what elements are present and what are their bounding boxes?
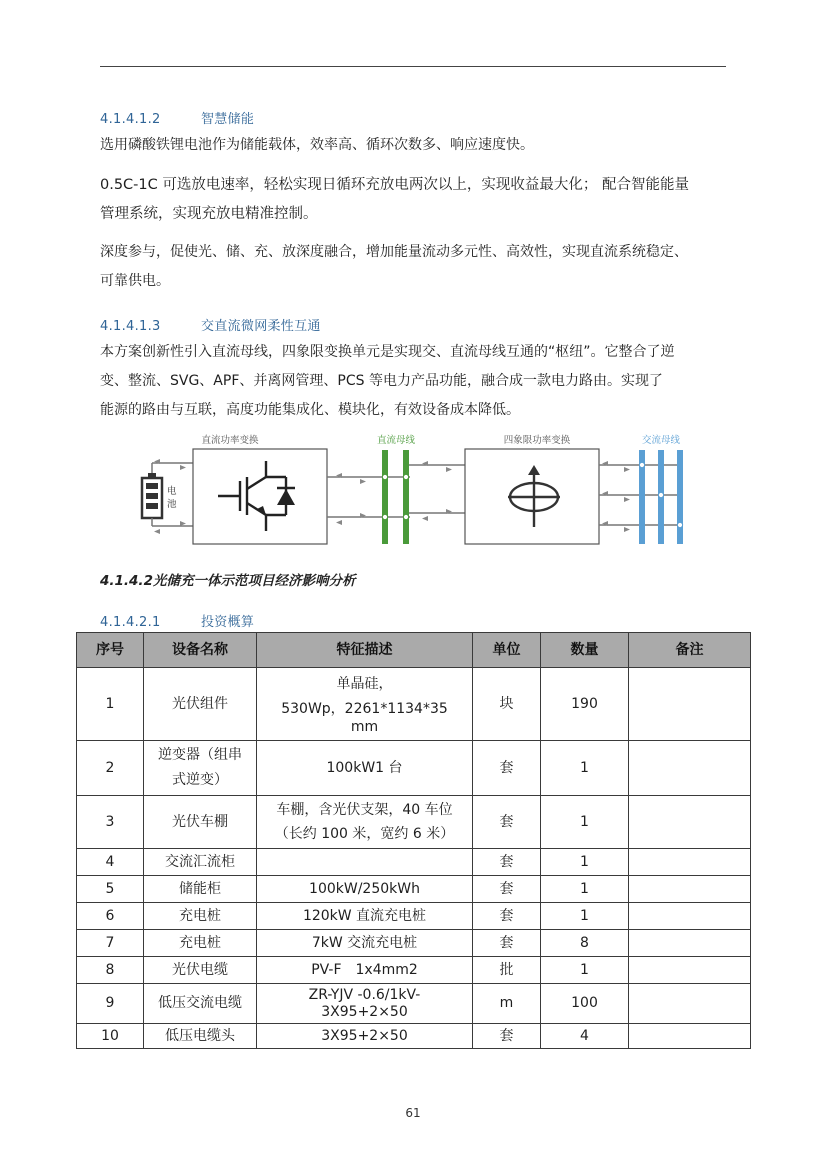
paragraph-4 [100, 338, 740, 425]
cell-note [629, 876, 751, 903]
table-row [77, 957, 751, 984]
cell-unit: 套 [473, 1024, 541, 1049]
table-row [77, 741, 751, 796]
cell-name: 光伏车棚 [144, 796, 257, 849]
paragraph-line: 能源的路由与互联，高度功能集成化、模块化，有效设备成本降低。 [100, 402, 520, 418]
cell-note [629, 1024, 751, 1049]
table-row [77, 796, 751, 849]
cell-name: 交流汇流柜 [144, 849, 257, 876]
cell-note [629, 903, 751, 930]
cell-note [629, 796, 751, 849]
table-row [77, 903, 751, 930]
cell-desc: 100kW1 台 [257, 741, 473, 796]
cell-qty: 1 [541, 741, 629, 796]
battery-icon [142, 473, 162, 518]
table-row [77, 1024, 751, 1049]
cell-unit: m [473, 984, 541, 1024]
header-no: 序号 [77, 633, 144, 668]
dc-converter-label: 直流功率变换 [201, 435, 259, 446]
section-number: 4.1.4.2.1 [100, 615, 161, 630]
cell-note [629, 984, 751, 1024]
microgrid-diagram [120, 425, 700, 550]
cell-name: 充电桩 [144, 930, 257, 957]
cell-desc: 100kW/250kWh [257, 876, 473, 903]
cell-qty: 4 [541, 1024, 629, 1049]
cell-name: 低压交流电缆 [144, 984, 257, 1024]
cell-desc-line: 单晶硅， [336, 675, 393, 692]
cell-name: 光伏组件 [144, 668, 257, 741]
cell-unit: 批 [473, 957, 541, 984]
dc-bus-bar [403, 450, 409, 544]
battery-label-char-1: 电 [167, 486, 177, 497]
paragraph-2 [100, 171, 740, 229]
cell-unit: 套 [473, 930, 541, 957]
cell-qty: 8 [541, 930, 629, 957]
cell-desc: 7kW 交流充电桩 [257, 930, 473, 957]
table-header-row [77, 633, 751, 668]
table-row [77, 984, 751, 1024]
cell-qty: 100 [541, 984, 629, 1024]
cell-desc-line: 530Wp，2261*1134*35 [281, 700, 448, 717]
section-title: 智慧储能 [201, 112, 255, 127]
cell-no: 9 [77, 984, 144, 1024]
cell-qty: 1 [541, 849, 629, 876]
cell-unit: 套 [473, 903, 541, 930]
cell-desc: 120kW 直流充电桩 [257, 903, 473, 930]
cell-unit: 套 [473, 876, 541, 903]
cell-desc: PV-F 1x4mm2 [257, 957, 473, 984]
paragraph-3 [100, 238, 740, 296]
cell-name: 光伏电缆 [144, 957, 257, 984]
paragraph-1 [100, 131, 740, 160]
table-row [77, 930, 751, 957]
cell-name: 充电桩 [144, 903, 257, 930]
page-number: 61 [405, 1106, 421, 1120]
paragraph-line: 0.5C-1C 可选放电速率，轻松实现日循环充放电两次以上，实现收益最大化； 配合智能能量 [100, 177, 689, 193]
cell-desc: 3X95+2×50 [257, 1024, 473, 1049]
cell-name [144, 741, 257, 796]
section-heading-acdc-microgrid [100, 315, 321, 334]
paragraph-line: 本方案创新性引入直流母线，四象限变换单元是实现交、直流母线互通的“枢纽”。它整合了逆 [100, 344, 675, 360]
cell-no: 4 [77, 849, 144, 876]
header-note: 备注 [629, 633, 751, 668]
cell-no: 3 [77, 796, 144, 849]
dc-bus-bar [382, 450, 388, 544]
cell-no: 7 [77, 930, 144, 957]
paragraph-line: 可靠供电。 [100, 273, 170, 289]
paragraph-line: 深度参与，促使光、储、充、放深度融合，增加能量流动多元性、高效性，实现直流系统稳定、 [100, 244, 688, 260]
header-qty: 数量 [541, 633, 629, 668]
section-number: 4.1.4.1.3 [100, 319, 161, 334]
investment-table [76, 632, 751, 1049]
cell-desc-line: 3X95+2×50 [321, 1003, 408, 1020]
cell-note [629, 930, 751, 957]
cell-note [629, 849, 751, 876]
cell-note [629, 741, 751, 796]
cell-desc [257, 668, 473, 741]
cell-name: 储能柜 [144, 876, 257, 903]
cell-qty: 190 [541, 668, 629, 741]
cell-no: 1 [77, 668, 144, 741]
cell-name: 低压电缆头 [144, 1024, 257, 1049]
ac-bus-bar [677, 450, 683, 544]
cell-name-line: 式逆变） [172, 772, 228, 788]
cell-note [629, 668, 751, 741]
cell-desc [257, 984, 473, 1024]
cell-qty: 1 [541, 796, 629, 849]
table-row [77, 876, 751, 903]
cell-no: 10 [77, 1024, 144, 1049]
paragraph-line: 选用磷酸铁锂电池作为储能载体，效率高、循环次数多、响应速度快。 [100, 137, 534, 153]
cell-unit: 套 [473, 741, 541, 796]
dc-converter-box [193, 449, 327, 544]
cell-unit: 套 [473, 796, 541, 849]
cell-name-line: 逆变器（组串 [158, 747, 242, 763]
cell-desc-line: （长约 100 米，宽约 6 米） [274, 826, 455, 842]
battery-label [167, 485, 177, 497]
cell-no: 2 [77, 741, 144, 796]
cell-desc [257, 849, 473, 876]
cell-desc-line: 车棚，含光伏支架，40 车位 [276, 802, 453, 818]
cell-desc-line: mm [350, 718, 379, 735]
cell-qty: 1 [541, 903, 629, 930]
ac-bus-label: 交流母线 [641, 435, 681, 446]
cell-unit: 块 [473, 668, 541, 741]
table-row [77, 849, 751, 876]
cell-desc-line: ZR-YJV -0.6/1kV- [308, 986, 421, 1003]
header-name: 设备名称 [144, 633, 257, 668]
section-title: 投资概算 [201, 615, 255, 630]
section-heading-economic-impact: 4.1.4.2光储充一体示范项目经济影响分析 [100, 573, 356, 589]
header-unit: 单位 [473, 633, 541, 668]
header-desc: 特征描述 [257, 633, 473, 668]
section-heading-investment [100, 611, 254, 630]
paragraph-line: 变、整流、SVG、APF、并离网管理、PCS 等电力产品功能，融合成一款电力路由。实现了 [100, 373, 663, 389]
section-heading-smart-storage [100, 108, 254, 127]
four-quadrant-label: 四象限功率变换 [503, 435, 571, 446]
cell-desc [257, 796, 473, 849]
header-rule [100, 66, 726, 67]
battery-label-2 [167, 498, 177, 510]
dc-bus-label: 直流母线 [376, 435, 416, 446]
cell-unit: 套 [473, 849, 541, 876]
cell-no: 6 [77, 903, 144, 930]
cell-no: 5 [77, 876, 144, 903]
section-title: 交直流微网柔性互通 [201, 319, 321, 334]
cell-qty: 1 [541, 876, 629, 903]
section-number: 4.1.4.1.2 [100, 112, 161, 127]
battery-label-char-2: 池 [167, 499, 177, 510]
cell-no: 8 [77, 957, 144, 984]
cell-note [629, 957, 751, 984]
paragraph-line: 管理系统，实现充放电精准控制。 [100, 206, 318, 222]
cell-qty: 1 [541, 957, 629, 984]
table-row [77, 668, 751, 741]
